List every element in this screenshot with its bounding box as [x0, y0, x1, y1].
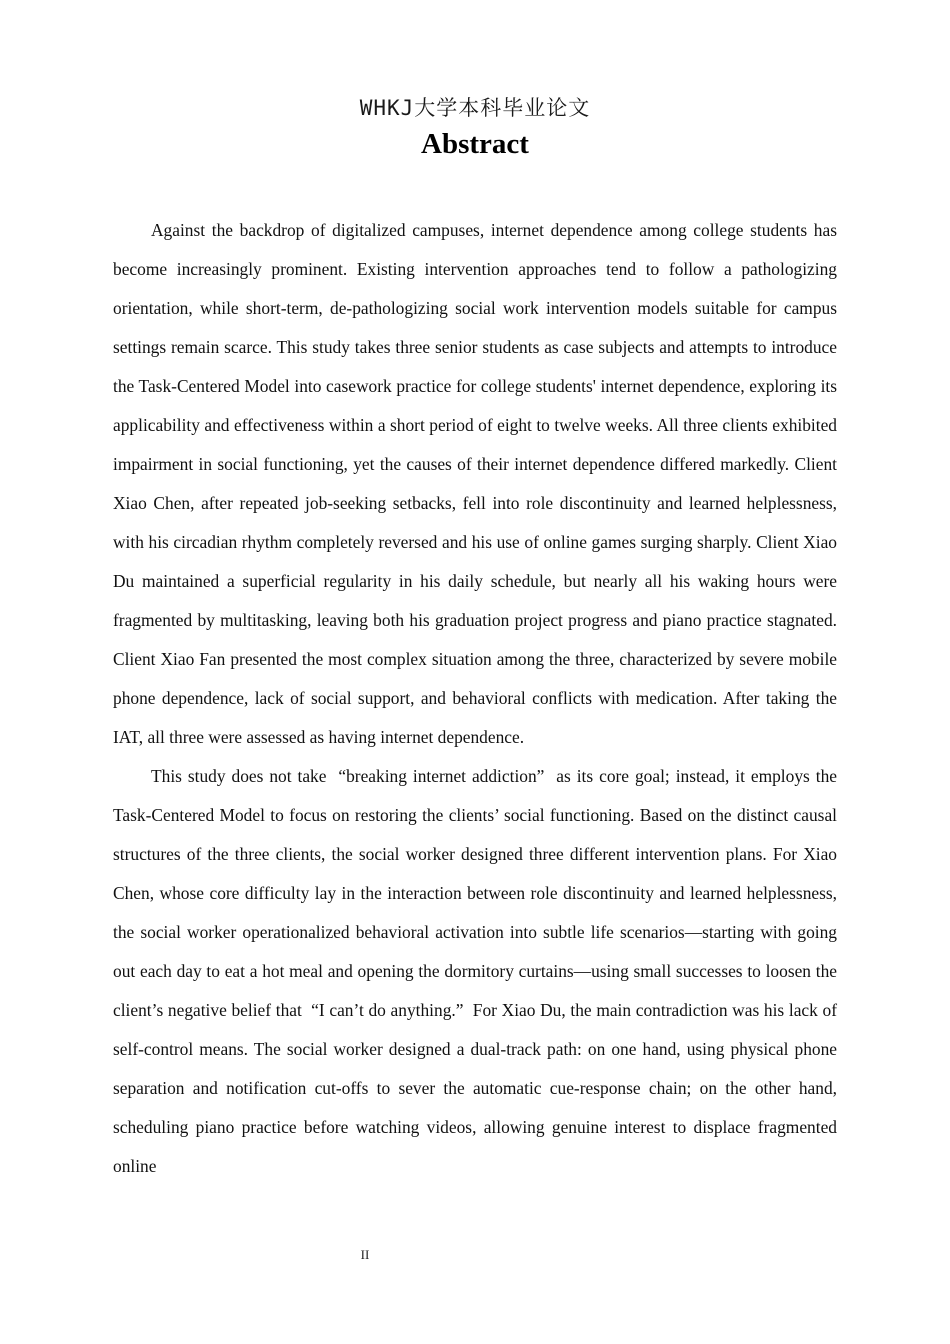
abstract-title: Abstract [421, 128, 529, 160]
page-number: II [360, 1247, 370, 1262]
abstract-paragraph-1: Against the backdrop of digitalized campuses, internet dependence among college students has become increasingly prominent. Existing intervention approaches tend to follow a pathologizing orientation, while short-term, de-pathologizing social work intervention models suitable for campus settings remain scarce. This study takes three senior students as case subjects and attempts to introduce the Task-Centered Model into casework practice for college students' internet dependence, exploring its applicability and effectiveness within a short period of eight to twelve weeks. All three clients exhibited impairment in social functioning, yet the causes of their internet dependence differed markedly. Client Xiao Chen, after repeated job-seeking setbacks, fell into role discontinuity and learned helplessness, with his circadian rhythm completely reversed and his use of online games surging sharply. Client Xiao Du maintained a superficial regularity in his daily schedule, but nearly all his waking hours were fragmented by multitasking, leaving both his graduation project progress and piano practice stagnated. Client Xiao Fan presented the most complex situation among the three, characterized by severe mobile phone dependence, lack of social support, and behavioral conflicts with medication. After taking the IAT, all three were assessed as having internet dependence. [113, 220, 837, 747]
page-header: WHKJ大学本科毕业论文 [359, 96, 591, 120]
abstract-body [113, 211, 837, 1186]
abstract-paragraph-2: This study does not take “breaking internet addiction” as its core goal; instead, it employs the Task-Centered Model to focus on restoring the clients’ social functioning. Based on the distinct causal structures of the three clients, the social worker designed three different intervention plans. For Xiao Chen, whose core difficulty lay in the interaction between role discontinuity and learned helplessness, the social worker operationalized behavioral activation into subtle life scenarios—starting with going out each day to eat a hot meal and opening the dormitory curtains—using small successes to loosen the client’s negative belief that “I can’t do anything.” For Xiao Du, the main contradiction was his lack of self-control means. The social worker designed a dual-track path: on one hand, using physical phone separation and notification cut-offs to sever the automatic cue-response chain; on the other hand, scheduling piano practice before watching videos, allowing genuine interest to displace fragmented online [113, 766, 837, 1176]
